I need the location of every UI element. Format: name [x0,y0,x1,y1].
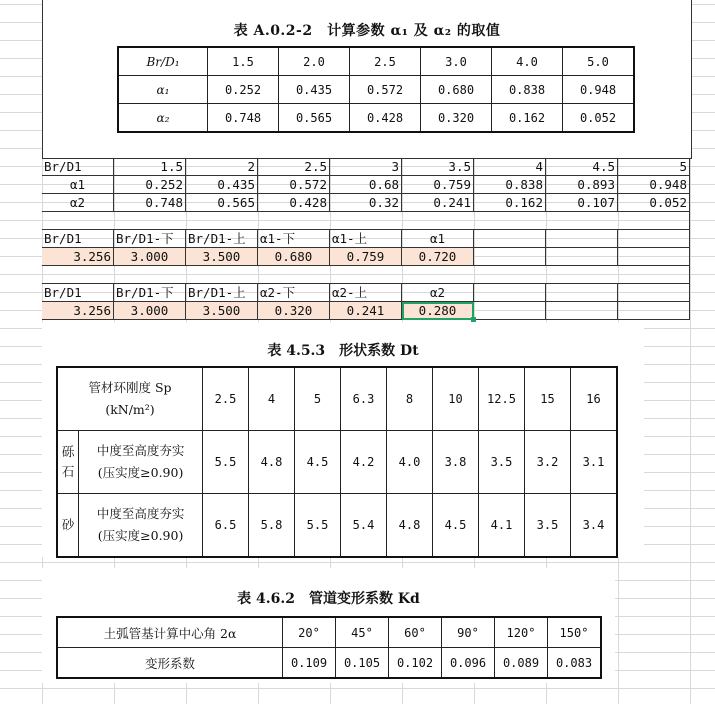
sheet-cell[interactable]: 0.893 [546,176,618,194]
sheet-cell[interactable]: 0.759 [402,176,474,194]
table-a022-col: 5.0 [563,47,635,76]
sheet-cell[interactable] [618,248,690,266]
sheet-cell[interactable] [618,302,690,320]
table-462-cell: 0.089 [495,648,548,679]
table-a022-cell: 0.162 [492,104,563,133]
sheet-cell[interactable]: 3.500 [186,248,258,266]
table-453-col: 16 [571,367,618,431]
sheet-cell[interactable]: Br/D1 [42,158,114,176]
sheet-cell-selected[interactable]: 0.280 [402,302,474,320]
table-a022-cell: 0.052 [563,104,635,133]
table-453-col: 8 [387,367,433,431]
sheet-cell[interactable]: Br/D1-上 [186,284,258,302]
table-453-condition [79,431,203,494]
table-453-cell: 4.8 [249,431,295,494]
table-453-cell: 3.4 [571,494,618,558]
sheet-cell[interactable] [618,230,690,248]
table-453-cell: 4.1 [479,494,525,558]
sheet-cell[interactable]: 0.68 [330,176,402,194]
table-462-col: 120° [495,617,548,648]
table-453-col: 10 [433,367,479,431]
table-453-cell: 3.2 [525,431,571,494]
table-a022-cell: 0.435 [279,76,350,104]
sheet-cell[interactable]: 0.320 [258,302,330,320]
table-462-cell: 0.083 [548,648,602,679]
sheet-cell[interactable] [474,230,546,248]
sheet-row-alpha1 [0,176,715,194]
table-453-condition-line1: 中度至高度夯实 [96,506,185,521]
table-453-header [57,367,203,431]
sheet-blank-cell[interactable] [42,212,690,230]
sheet-cell[interactable] [618,284,690,302]
sheet-cell[interactable] [546,230,618,248]
sheet-cell[interactable]: Br/D1-下 [114,230,186,248]
sheet-cell[interactable]: 3.256 [42,248,114,266]
table-453-cell: 4.0 [387,431,433,494]
table-453-col: 12.5 [479,367,525,431]
sheet-cell[interactable]: 0.838 [474,176,546,194]
sheet-cell[interactable]: α1 [402,230,474,248]
table-a022-col: 4.0 [492,47,563,76]
table-453-col: 6.3 [341,367,387,431]
table-453-cell: 3.1 [571,431,618,494]
table-a022-cell: 0.748 [208,104,279,133]
table-453-cell: 5.4 [341,494,387,558]
sheet-cell[interactable]: 0.748 [114,194,186,212]
table-462-cell: 0.105 [336,648,389,679]
sheet-cell[interactable]: α1-下 [258,230,330,248]
sheet-cell[interactable] [474,284,546,302]
sheet-cell[interactable]: 0.052 [618,194,690,212]
sheet-cell[interactable]: 2 [186,158,258,176]
table-a022-col: 1.5 [208,47,279,76]
table-453-col: 15 [525,367,571,431]
sheet-cell[interactable]: 3.000 [114,248,186,266]
table-a022-cell: 0.838 [492,76,563,104]
sheet-cell[interactable] [474,248,546,266]
sheet-cell[interactable]: 0.720 [402,248,474,266]
sheet-cell[interactable]: 3.5 [402,158,474,176]
table-462-cell: 0.109 [283,648,336,679]
sheet-cell[interactable]: 0.948 [618,176,690,194]
pasted-image-table-453[interactable] [42,322,644,557]
table-462-cell: 0.096 [442,648,495,679]
sheet-cell[interactable]: 2.5 [258,158,330,176]
table-453-col: 5 [295,367,341,431]
sheet-cell[interactable]: 0.759 [330,248,402,266]
sheet-row-interp2-values [0,302,715,320]
table-453-cell: 4.2 [341,431,387,494]
sheet-cell[interactable]: 0.428 [258,194,330,212]
table-a022-title: 表 A.0.2-2 计算参数 α₁ 及 α₂ 的取值 [233,23,501,39]
sheet-cell[interactable]: 5 [618,158,690,176]
sheet-row-interp2-header [0,284,715,302]
fill-handle[interactable] [471,317,476,322]
pasted-image-table-a022[interactable] [42,0,692,159]
sheet-cell[interactable]: 0.565 [186,194,258,212]
sheet-cell[interactable]: 0.572 [258,176,330,194]
table-453-group-label: 砂 [57,494,79,558]
table-453-cell: 3.5 [479,431,525,494]
sheet-cell[interactable] [474,302,546,320]
table-453-cell: 4.5 [433,494,479,558]
sheet-cell[interactable]: 3.256 [42,302,114,320]
table-453-condition [79,494,203,558]
sheet-cell[interactable]: 4.5 [546,158,618,176]
sheet-cell[interactable]: 0.680 [258,248,330,266]
sheet-row-blank [0,266,715,284]
table-462-cell: 0.102 [389,648,442,679]
sheet-blank-cell[interactable] [42,266,690,284]
sheet-cell[interactable]: 1.5 [114,158,186,176]
table-462-col: 150° [548,617,602,648]
sheet-cell[interactable]: Br/D1-下 [114,284,186,302]
sheet-cell[interactable]: 0.435 [186,176,258,194]
sheet-cell[interactable]: α2-下 [258,284,330,302]
table-453-col: 4 [249,367,295,431]
pasted-image-table-462[interactable] [42,568,615,683]
table-a022-cell: 0.948 [563,76,635,104]
table-453-condition-line2: (压实度≥0.90) [97,465,184,480]
table-a022-cell: 0.252 [208,76,279,104]
table-453-col: 2.5 [203,367,249,431]
sheet-cell[interactable]: 4 [474,158,546,176]
table-a022-header: Br/D₁ [118,47,208,76]
sheet-cell[interactable]: α2 [402,284,474,302]
table-462-col: 90° [442,617,495,648]
table-a022-col: 2.0 [279,47,350,76]
table-453-cell: 5.5 [203,431,249,494]
table-462-header: 土弧管基计算中心角 2α [57,617,283,648]
table-453-header-line1: 管材环刚度 Sp [88,380,172,395]
sheet-cell[interactable]: 0.162 [474,194,546,212]
table-a022-row-label: α₂ [118,104,208,133]
table-453-title: 表 4.5.3 形状系数 Dt [267,343,419,359]
sheet-cell[interactable]: 3.000 [114,302,186,320]
table-453 [56,366,618,558]
table-462-title: 表 4.6.2 管道变形系数 Kd [237,591,420,607]
sheet-cell[interactable]: 3.500 [186,302,258,320]
sheet-row-interp1-values [0,248,715,266]
sheet-cell[interactable]: Br/D1 [42,230,114,248]
table-453-cell: 5.5 [295,494,341,558]
table-462-col: 20° [283,617,336,648]
sheet-row-blank [0,212,715,230]
table-453-cell: 5.8 [249,494,295,558]
table-a022-col: 2.5 [350,47,421,76]
sheet-cell[interactable]: 3 [330,158,402,176]
table-462-row-label: 变形系数 [57,648,283,679]
table-453-cell: 3.8 [433,431,479,494]
sheet-row-alpha2 [0,194,715,212]
table-453-cell: 4.5 [295,431,341,494]
sheet-cell[interactable]: 0.32 [330,194,402,212]
sheet-cell[interactable]: Br/D1-上 [186,230,258,248]
table-a022-cell: 0.428 [350,104,421,133]
table-a022-row-label: α₁ [118,76,208,104]
sheet-cell[interactable] [546,302,618,320]
table-453-cell: 4.8 [387,494,433,558]
table-462-col: 60° [389,617,442,648]
table-a022-cell: 0.565 [279,104,350,133]
sheet-cell[interactable]: 0.107 [546,194,618,212]
sheet-cell[interactable] [546,248,618,266]
table-a022-cell: 0.572 [350,76,421,104]
table-a022-cell: 0.320 [421,104,492,133]
sheet-cell[interactable]: α1 [42,176,114,194]
table-453-header-line2: (kN/m²) [105,402,155,417]
table-453-cell: 6.5 [203,494,249,558]
table-a022-col: 3.0 [421,47,492,76]
sheet-cell[interactable]: 0.252 [114,176,186,194]
sheet-cell[interactable]: 0.241 [330,302,402,320]
sheet-cell[interactable]: 0.241 [402,194,474,212]
sheet-cell[interactable]: α2 [42,194,114,212]
table-462 [56,616,602,679]
sheet-cell[interactable] [546,284,618,302]
table-a022 [117,46,635,133]
table-462-col: 45° [336,617,389,648]
table-a022-cell: 0.680 [421,76,492,104]
sheet-cell[interactable]: Br/D1 [42,284,114,302]
table-453-condition-line1: 中度至高度夯实 [96,443,185,458]
table-453-group-label: 砾石 [57,431,79,494]
sheet-row-header [0,158,715,176]
sheet-cell[interactable]: α1-上 [330,230,402,248]
table-453-condition-line2: (压实度≥0.90) [97,528,184,543]
sheet-cell[interactable]: α2-上 [330,284,402,302]
table-453-cell: 3.5 [525,494,571,558]
sheet-row-interp1-header [0,230,715,248]
